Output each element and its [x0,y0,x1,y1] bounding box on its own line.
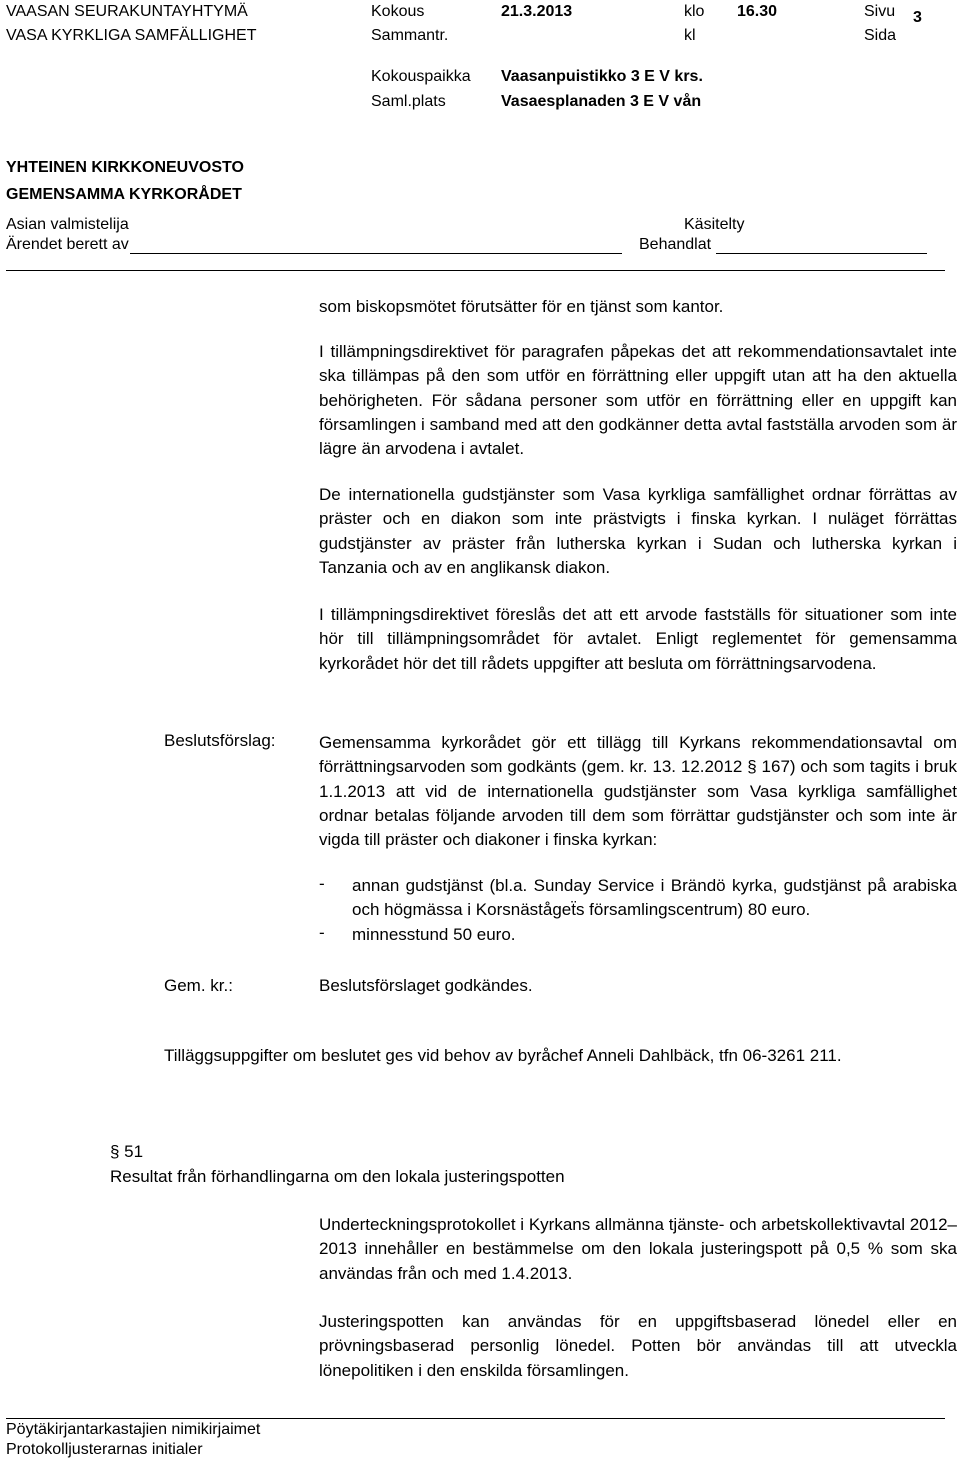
footer-initials-fi: Pöytäkirjantarkastajien nimikirjaimet [6,1421,261,1438]
prepared-underline [130,253,622,254]
time-label-sv: kl [684,27,696,44]
body-name-fi: YHTEINEN KIRKKONEUVOSTO [6,159,244,176]
org-name-fi: VAASAN SEURAKUNTAYHTYMÄ [6,3,248,20]
handled-label-sv: Behandlat [639,236,712,253]
place-label-fi: Kokouspaikka [371,68,471,85]
paragraph-international-services: De internationella gudstjänster som Vasa kyrkliga samfällighet ordnar förrättas av präster och en diakon som inte prästvigts i finska kyrkan. I nuläget förrättas gudstjänster av präster från lutherska kyrkan i Sudan och lutherska kyrkan i Tanzania och av en anglikansk diakon. [319,485,957,577]
additional-info: Tilläggsuppgifter om beslutet ges vid behov av byråchef Anneli Dahlbäck, tfn 06-3261 211. [164,1046,842,1065]
decision-text: Beslutsförslaget godkändes. [319,976,533,995]
paragraph-directive: I tillämpningsdirektivet för paragrafen påpekas det att rekommendationsavtalet inte ska tillämpas på den som utför en förrättning eller uppgift utan att ha den aktuella behörigheten. För sådana personer som utför en förrättning eller en uppgift kan församlingen i samband med att den godkänner detta avtal fastställa arvoden som är lägre än arvodena i avtalet. [319,342,957,459]
footer-rule [6,1418,945,1419]
meeting-label-fi: Kokous [371,3,425,20]
page-label-fi: Sivu [864,3,896,20]
place-label-sv: Saml.plats [371,93,446,110]
footer-initials-sv: Protokolljusterarnas initialer [6,1441,203,1458]
prepared-label-fi: Asian valmistelija [6,216,129,233]
body-name-sv: GEMENSAMMA KYRKORÅDET [6,186,242,203]
time-label-fi: klo [684,3,705,20]
handled-label-fi: Käsitelty [684,216,745,233]
proposal-text: Gemensamma kyrkorådet gör ett tillägg till Kyrkans rekommendationsavtal om förrättningsarvoden som godkänts (gem. kr. 13. 12.2012 § 167) och som tagits i bruk 1.1.2013 att vid de internationella gudstjänster som Vasa kyrkliga samfällighet ordnar betalas följande arvoden till dem som förrättar gudstjänster och som inte är vigda till präster och diakoner i finska kyrkan: [319,733,957,850]
org-name-sv: VASA KYRKLIGA SAMFÄLLIGHET [6,27,257,44]
decision-label: Gem. kr.: [164,976,233,995]
section-number: § 51 [110,1142,144,1161]
prepared-label-sv: Ärendet berett av [6,236,129,253]
bullet-dash: - [319,874,325,893]
paragraph-adjustment-pot: Justeringspotten kan användas för en uppgiftsbaserad lönedel eller en prövningsbaserad personlig lönedel. Potten bör användas till att utveckla lönepolitiken i den enskilda församlingen. [319,1312,957,1380]
meeting-time: 16.30 [737,3,778,20]
place-sv: Vasaesplanaden 3 E V vån [501,93,702,110]
place-fi: Vaasanpuistikko 3 E V krs. [501,68,703,85]
page-number: 3 [913,9,922,26]
paragraph-signing-protocol: Underteckningsprotokollet i Kyrkans allmänna tjänste- och arbetskollektivavtal 2012–2013 innehåller en bestämmelse om den lokala justeringspott på 0,5 % som ska användas från och med 1.4.2013. [319,1215,957,1283]
bullet-item: minnesstund 50 euro. [352,925,516,944]
header-rule [6,270,945,271]
bullet-dash: - [319,923,325,942]
meeting-date: 21.3.2013 [501,3,573,20]
page-label-sv: Sida [864,27,897,44]
handled-underline [716,253,927,254]
bullet-item: annan gudstjänst (bl.a. Sunday Service i Brändö kyrka, gudstjänst på arabiska och högmässa i Korsnästågeẗs församlingscentrum) 80 euro. [352,876,957,920]
proposal-label: Beslutsförslag: [164,731,276,750]
section-title: Resultat från förhandlingarna om den lokala justeringspotten [110,1167,565,1186]
meeting-label-sv: Sammantr. [371,27,449,44]
paragraph-fee-proposal: I tillämpningsdirektivet föreslås det att ett arvode fastställs för situationer som inte hör till tillämpningsområdet för avtalet. Enligt reglementet för gemensamma kyrkorådet hör det till rådets uppgifter att besluta om förrättningsarvodena. [319,605,957,673]
paragraph-kantor: som biskopsmötet förutsätter för en tjänst som kantor. [319,297,724,316]
